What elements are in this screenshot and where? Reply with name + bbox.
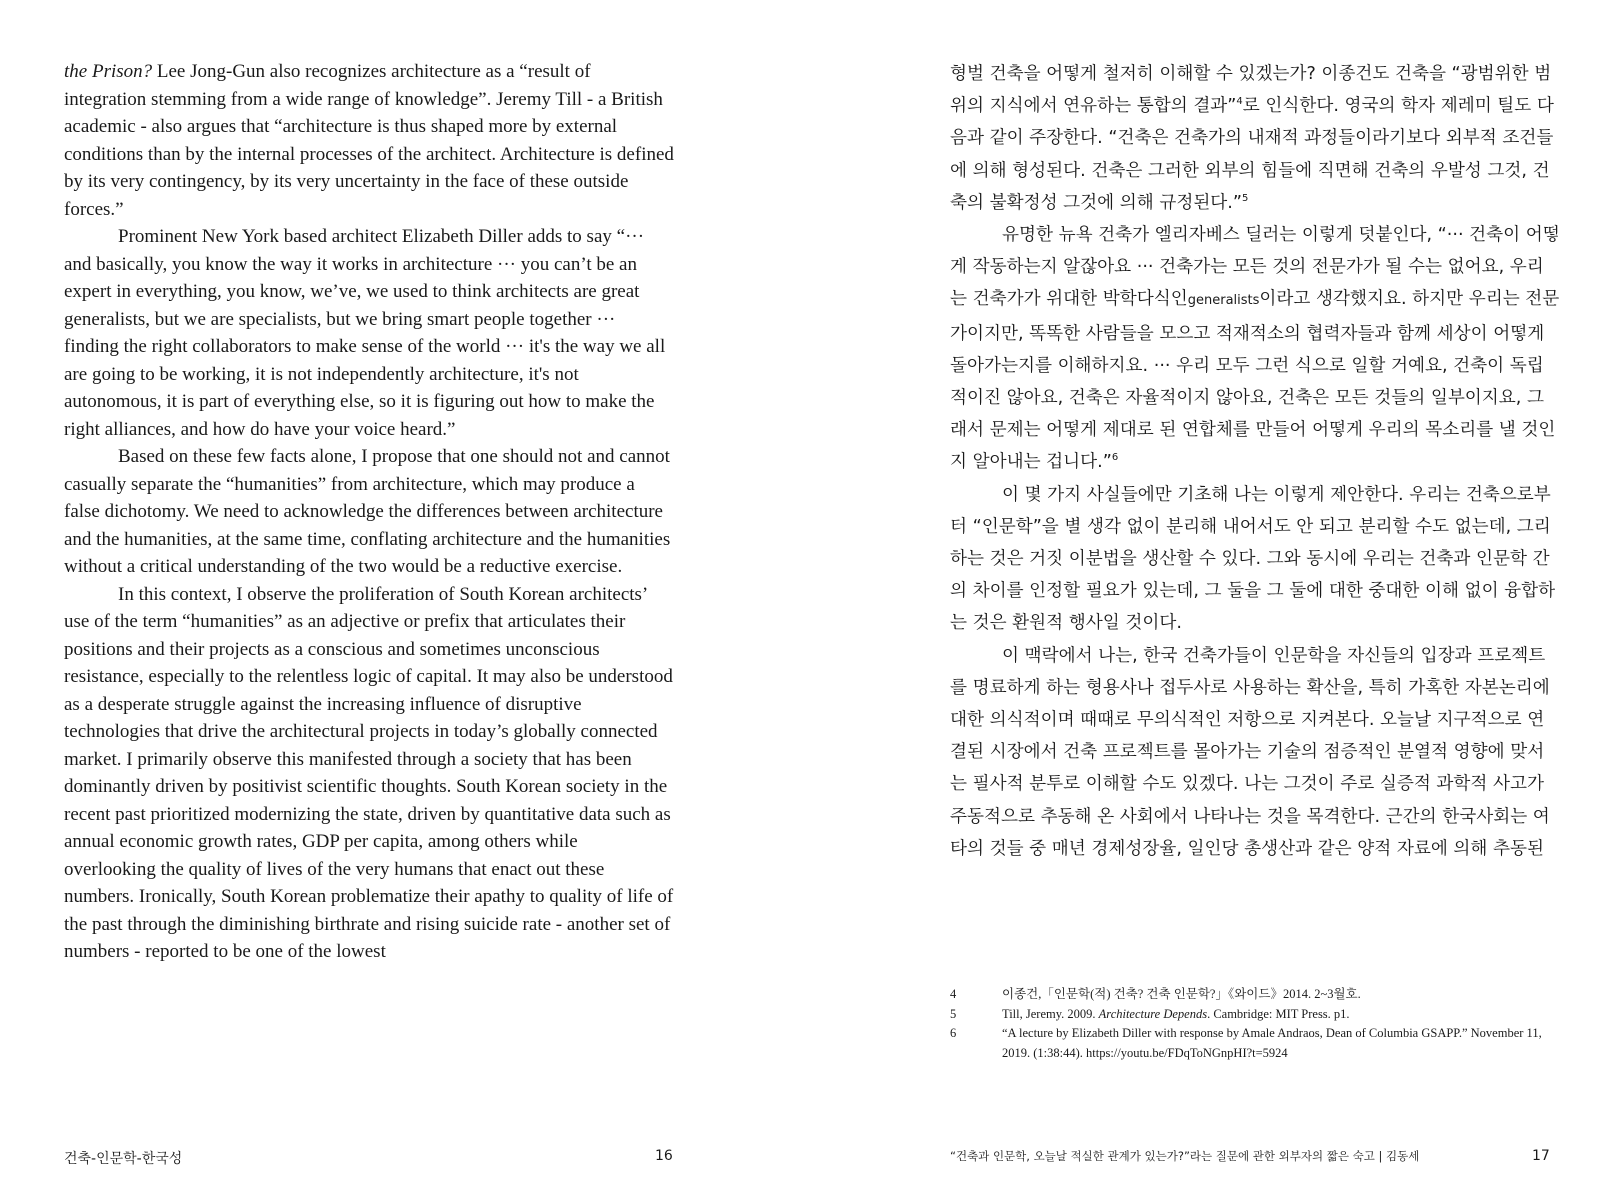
footnote-number: 6 xyxy=(950,1026,957,1040)
korean-body-text xyxy=(950,58,1560,865)
paragraph-1 xyxy=(950,58,1560,219)
footnote xyxy=(950,1005,1570,1025)
footnotes xyxy=(950,985,1570,1063)
paragraph-text: 로 인식한다. 영국의 학자 제레미 틸도 다음과 같이 주장한다. “건축은 건축가의 내재적 과정들이라기보다 외부적 조건들에 의해 형성된다. 건축은 그러한 외부의 힘들에 직면해 건축의 우발성 그것, 건축의 불확정성 그것에 의해 규정된다.” xyxy=(950,96,1554,213)
footnote-number: 4 xyxy=(950,987,957,1001)
footnote-text: 이종건,「인문학(적) 건축? 건축 인문학?」《와이드》2014. 2~3월호. xyxy=(1002,987,1361,1001)
footnote-ref: 6 xyxy=(1111,452,1119,464)
paragraph-text: 형벌 건축을 어떻게 철저히 이해할 수 있겠는가? 이종건도 건축을 “광범위한 범위의 지식에서 연유하는 통합의 결과” xyxy=(950,64,1552,117)
paragraph-2: Prominent New York based architect Elizabeth Diller adds to say “··· and basically, you know the way it works in architecture ··· you can’t be an expert in everything, you know, we’ve, we used to think architects are great generalists, but we are specialists, but we bring smart people together ··· finding the right collaborators to make sense of the world ··· it's the way we all are going to be working, it is not independently architecture, it's not autonomous, it is part of everything else, so it is figuring out how to make the right alliances, and how do have your voice heard.” xyxy=(64,226,666,440)
english-body-text xyxy=(64,58,674,966)
paragraph-4: 이 맥락에서 나는, 한국 건축가들이 인문학을 자신들의 입장과 프로젝트를 명료하게 하는 형용사나 접두사로 사용하는 확산을, 특히 가혹한 자본논리에 대한 의식적이며 때때로 무의식적인 저항으로 지켜본다. 오늘날 지구적으로 연결된 시장에서 건축 프로젝트를 몰아가는 기술의 점증적인 분열적 영향에 맞서는 필사적 분투로 이해할 수도 있겠다. 나는 그것이 주로 실증적 과학적 사고가 주동적으로 추동해 온 사회에서 나타나는 것을 목격한다. 근간의 한국사회는 여타의 것들 중 매년 경제성장율, 일인당 총생산과 같은 양적 자료에 의해 추동된 xyxy=(950,645,1550,859)
footnote xyxy=(950,985,1570,1005)
footnote-text: “A lecture by Elizabeth Diller with response by Amale Andraos, Dean of Columbia GSAPP.” November 11, 2019. (1:38:44). https://youtu.be/FDqToNGnpHI?t=5924 xyxy=(1002,1026,1542,1060)
footnote-ref: 5 xyxy=(1242,192,1249,204)
inline-english-term: generalists xyxy=(1187,293,1260,309)
paragraph-text: 유명한 뉴욕 건축가 엘리자베스 딜러는 이렇게 덧붙인다, “··· 건축이 어떻게 작동하는지 알잖아요 ··· 건축가는 모든 것의 전문가가 될 수는 없어요, 우리는 건축가가 위대한 박학다식인 xyxy=(950,225,1560,310)
paragraph-1 xyxy=(64,58,674,223)
right-page xyxy=(803,0,1606,1199)
paragraph-4: In this context, I observe the proliferation of South Korean architects’ use of the term “humanities” as an adjective or prefix that articulates their positions and their projects as a conscious and sometimes unconscious resistance, especially to the relentless logic of capital. It may also be understood as a desperate struggle against the increasing influence of disruptive technologies that drive the architectural projects in today’s globally connected market. I primarily observe this manifested through a society that has been dominantly driven by positivist scientific thoughts. South Korean society in the recent past prioritized modernizing the state, driven by quantitative data such as annual economic growth rates, GDP per capita, among others while overlooking the quality of lives of the very humans that enact out these numbers. Ironically, South Korean problematize their apathy to quality of life of the past through the diminishing birthrate and rising suicide rate - another set of numbers - reported to be one of the lowest xyxy=(64,583,674,962)
italic-lead: the Prison? xyxy=(64,61,153,82)
running-footer-title: “건축과 인문학, 오늘날 적실한 관계가 있는가?”라는 질문에 관한 외부자의 짧은 숙고 | 김동세 xyxy=(950,1149,1420,1163)
footnote-text xyxy=(1002,1005,1570,1025)
paragraph-3: 이 몇 가지 사실들에만 기초해 나는 이렇게 제안한다. 우리는 건축으로부터 “인문학”을 별 생각 없이 분리해 내어서도 안 되고 분리할 수도 없는데, 그리하는 것은 거짓 이분법을 생산할 수 있다. 그와 동시에 우리는 건축과 인문학 간의 차이를 인정할 필요가 있는데, 그 둘을 그 둘에 대한 중대한 이해 없이 융합하는 것은 환원적 행사일 것이다. xyxy=(950,484,1556,634)
paragraph-text: Lee Jong-Gun also recognizes architecture as a “result of integration stemming from a wide range of knowledge”. Jeremy Till - a British academic - also argues that “architecture is thus shaped more by external conditions than by the internal processes of the architect. Architecture is defined by its very contingency, by its very uncertainty in the face of these outside forces.” xyxy=(64,61,674,220)
paragraph-3: Based on these few facts alone, I propose that one should not and cannot casually separate the “humanities” from architecture, which may produce a false dichotomy. We need to acknowledge the differences between architecture and the humanities, at the same time, conflating architecture and the humanities without a critical understanding of the two would be a reductive exercise. xyxy=(64,446,671,577)
running-footer-title: 건축-인문학-한국성 xyxy=(64,1151,183,1167)
page-number: 16 xyxy=(655,1148,673,1164)
citation-text: . Cambridge: MIT Press. p1. xyxy=(1207,1006,1350,1021)
citation-text: Till, Jeremy. 2009. xyxy=(1002,1006,1099,1021)
citation-title: Architecture Depends xyxy=(1098,1006,1208,1021)
footnote-ref: 4 xyxy=(1236,96,1243,108)
paragraph-text: 이라고 생각했지요. 하지만 우리는 전문가이지만, 똑똑한 사람들을 모으고 적재적소의 협력자들과 함께 세상이 어떻게 돌아가는지를 이해하지요. ··· 우리 모두 그런 식으로 일할 거예요, 건축이 독립적이진 않아요, 건축은 자율적이지 않아요, 건축은 모든 것들의 일부이지요, 그래서 문제는 어떻게 제대로 된 연합체를 만들어 어떻게 우리의 목소리를 낼 것인지 알아내는 겁니다.” xyxy=(950,289,1560,473)
footnote xyxy=(950,1024,1570,1063)
page-number: 17 xyxy=(1532,1148,1550,1164)
footnote-number: 5 xyxy=(950,1006,957,1021)
paragraph-2 xyxy=(950,219,1560,479)
